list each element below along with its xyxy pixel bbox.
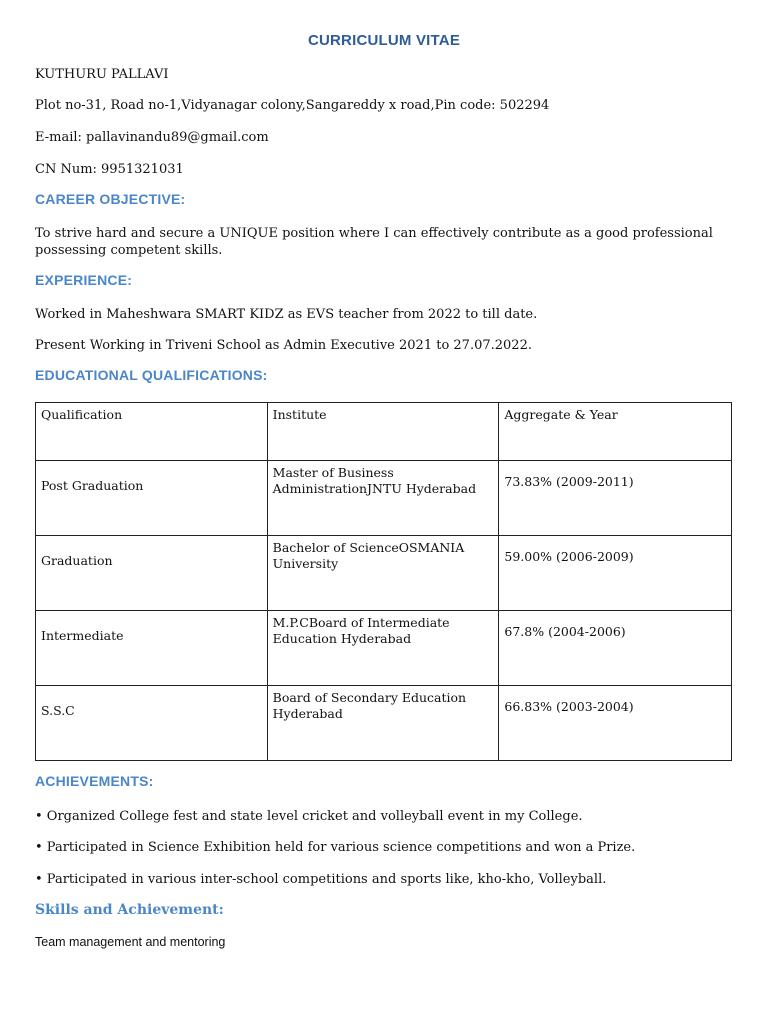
qualification-cell bbox=[36, 461, 268, 536]
institute-cell: Bachelor of ScienceOSMANIA University bbox=[267, 536, 499, 611]
qualification-cell bbox=[36, 611, 268, 686]
qualification-text: S.S.C bbox=[41, 703, 75, 718]
qualification-text: Post Graduation bbox=[41, 478, 144, 493]
table-row bbox=[36, 611, 732, 686]
address-line: Plot no-31, Road no-1,Vidyanagar colony,Sangareddy x road,Pin code: 502294 bbox=[35, 98, 550, 113]
candidate-name: KUTHURU PALLAVI bbox=[35, 67, 169, 82]
career-objective-text: To strive hard and secure a UNIQUE position where I can effectively contribute as a good professional possessing competent skills. bbox=[35, 226, 713, 258]
aggregate-text: 66.83% (2003-2004) bbox=[504, 699, 634, 714]
aggregate-text: 67.8% (2004-2006) bbox=[504, 624, 626, 639]
skills-heading: Skills and Achievement: bbox=[35, 902, 224, 918]
table-row bbox=[36, 536, 732, 611]
qualification-text: Intermediate bbox=[41, 628, 124, 643]
education-heading: EDUCATIONAL QUALIFICATIONS: bbox=[35, 367, 268, 383]
achievement-item: • Participated in Science Exhibition held for various science competitions and won a Prize. bbox=[35, 840, 636, 855]
qualification-cell bbox=[36, 686, 268, 761]
experience-item: Present Working in Triveni School as Admin Executive 2021 to 27.07.2022. bbox=[35, 338, 532, 353]
experience-item: Worked in Maheshwara SMART KIDZ as EVS teacher from 2022 to till date. bbox=[35, 307, 538, 322]
table-header-row bbox=[36, 403, 732, 461]
institute-cell: M.P.CBoard of Intermediate Education Hyderabad bbox=[267, 611, 499, 686]
column-header-institute: Institute bbox=[267, 403, 499, 461]
column-header-qualification: Qualification bbox=[36, 403, 268, 461]
aggregate-text: 73.83% (2009-2011) bbox=[504, 474, 634, 489]
aggregate-cell bbox=[499, 536, 732, 611]
education-table bbox=[35, 402, 732, 761]
qualification-cell bbox=[36, 536, 268, 611]
achievement-item: • Organized College fest and state level cricket and volleyball event in my College. bbox=[35, 809, 583, 824]
table-row bbox=[36, 461, 732, 536]
institute-cell: Master of Business AdministrationJNTU Hyderabad bbox=[267, 461, 499, 536]
document-title: CURRICULUM VITAE bbox=[307, 32, 461, 49]
achievements-heading: ACHIEVEMENTS: bbox=[35, 773, 154, 789]
email-line: E-mail: pallavinandu89@gmail.com bbox=[35, 130, 269, 145]
institute-cell: Board of Secondary Education Hyderabad bbox=[267, 686, 499, 761]
skills-text: Team management and mentoring bbox=[35, 935, 226, 949]
table-row bbox=[36, 686, 732, 761]
experience-heading: EXPERIENCE: bbox=[35, 272, 133, 288]
achievement-item: • Participated in various inter-school competitions and sports like, kho-kho, Volleyball. bbox=[35, 872, 607, 887]
qualification-text: Graduation bbox=[41, 553, 113, 568]
phone-line: CN Num: 9951321031 bbox=[35, 162, 184, 177]
column-header-aggregate: Aggregate & Year bbox=[499, 403, 732, 461]
aggregate-cell bbox=[499, 686, 732, 761]
aggregate-cell bbox=[499, 611, 732, 686]
aggregate-text: 59.00% (2006-2009) bbox=[504, 549, 634, 564]
aggregate-cell bbox=[499, 461, 732, 536]
career-objective-heading: CAREER OBJECTIVE: bbox=[35, 191, 186, 207]
